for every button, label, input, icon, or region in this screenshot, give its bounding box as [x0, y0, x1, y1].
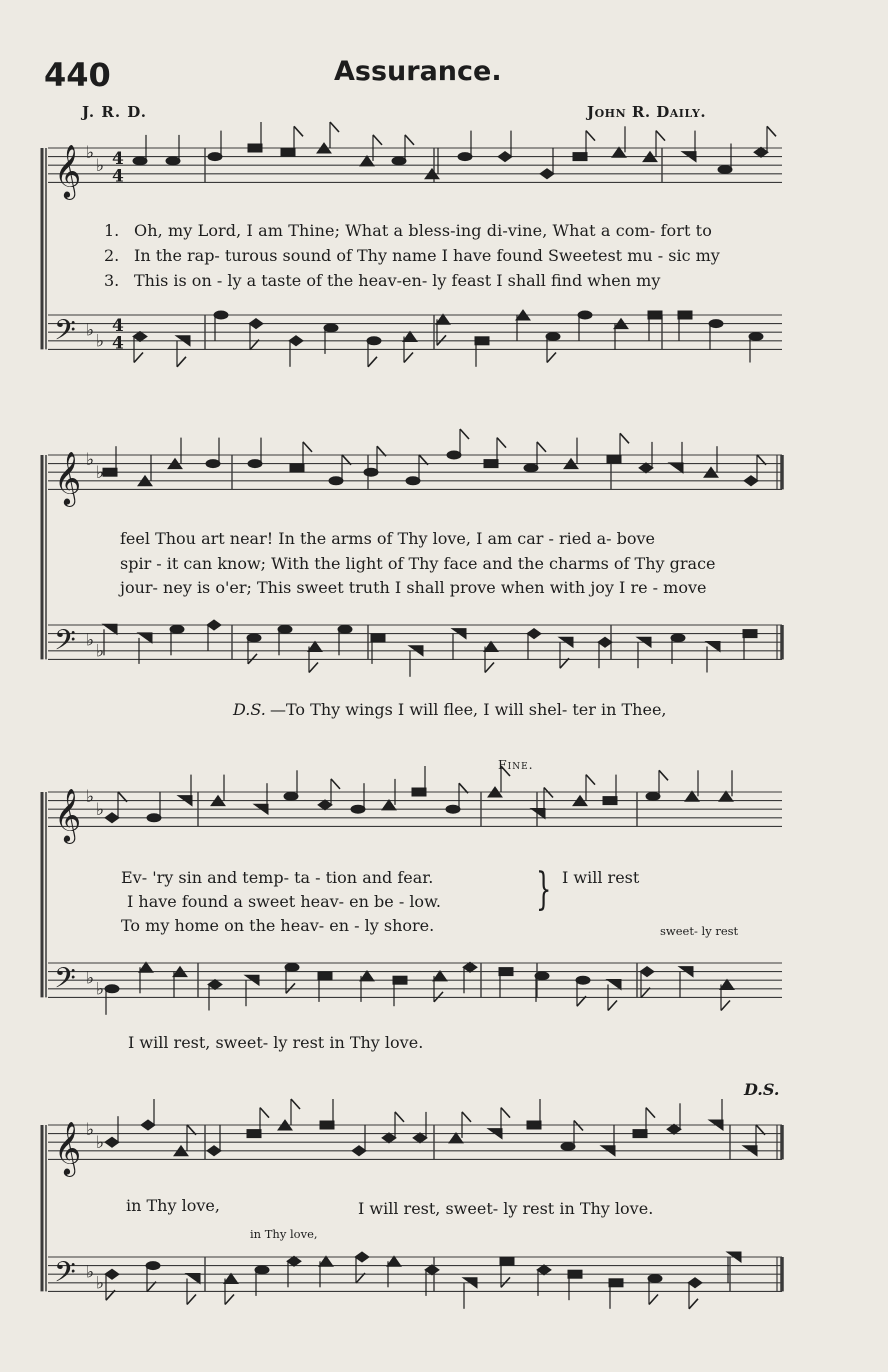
flat-icon: ♭: [86, 630, 95, 651]
note-head: [318, 972, 332, 980]
verse1-line1: Oh, my Lord, I am Thine; What a bless-ing di-vine, What a com- fort to: [134, 221, 712, 240]
note-head: [338, 625, 352, 633]
note-head: [458, 153, 472, 161]
note-flag: [608, 1001, 617, 1011]
flat-icon: ♭: [96, 1273, 105, 1294]
note-head: [406, 477, 420, 485]
time-signature-top: 4: [112, 316, 124, 337]
note-head: [324, 324, 338, 332]
note-flag: [501, 1108, 510, 1118]
note-head: [446, 805, 460, 813]
note-head: [709, 320, 723, 328]
verse2-line1: In the rap- turous sound of Thy name I have found Sweetest mu - sic my: [134, 246, 720, 265]
note-flag: [656, 131, 665, 141]
note-flag: [646, 1108, 655, 1118]
flat-icon: ♭: [96, 979, 105, 1000]
treble-clef-icon: 𝄞: [54, 450, 82, 505]
note-head: [744, 476, 758, 486]
note-head: [646, 792, 660, 800]
note-head: [568, 1270, 582, 1278]
bass-clef-icon: 𝄢: [54, 313, 76, 354]
note-flag: [462, 1112, 471, 1122]
note-head: [208, 980, 222, 990]
note-head: [433, 971, 447, 981]
verse-brace: }: [536, 864, 552, 915]
verse3-line1-number: 3.: [104, 271, 120, 290]
note-head: [484, 460, 498, 468]
note-head: [669, 463, 683, 473]
note-head: [537, 1265, 551, 1275]
note-head: [540, 169, 554, 179]
note-head: [214, 311, 228, 319]
note-head: [475, 337, 489, 345]
note-head: [639, 463, 653, 473]
ds-text: —To Thy wings I will flee, I will shel- ter in Thee,: [270, 700, 667, 719]
flat-icon: ♭: [86, 1262, 95, 1283]
ds-marking: D.S.: [744, 1080, 780, 1099]
treble-text-b: I will rest, sweet- ly rest in Thy love.: [358, 1199, 654, 1218]
note-head: [500, 1257, 514, 1265]
note-head: [139, 962, 153, 972]
credit-left: J. R. D.: [82, 103, 147, 121]
note-head: [609, 1279, 623, 1287]
note-head: [535, 972, 549, 980]
note-flag: [177, 357, 186, 367]
note-head: [319, 1256, 333, 1266]
note-flag: [586, 131, 595, 141]
time-signature-bottom: 4: [112, 333, 124, 354]
note-head: [685, 791, 699, 801]
note-head: [208, 153, 222, 161]
verse1-line2: feel Thou art near! In the arms of Thy love, I am car - ried a- bove: [120, 529, 655, 548]
note-flag: [649, 1295, 658, 1305]
note-head: [754, 147, 768, 157]
note-head: [382, 800, 396, 810]
note-head: [186, 1274, 200, 1284]
note-flag: [721, 1001, 730, 1011]
note-head: [719, 791, 733, 801]
flat-icon: ♭: [86, 143, 95, 164]
note-flag: [485, 663, 494, 673]
treble-clef-icon: 𝄞: [54, 1120, 82, 1175]
flat-icon: ♭: [86, 320, 95, 341]
fine-marking: Fine.: [498, 757, 534, 772]
note-head: [308, 642, 322, 652]
note-flag: [331, 779, 340, 789]
note-head: [290, 464, 304, 472]
note-head: [289, 336, 303, 346]
note-head: [447, 451, 461, 459]
note-head: [360, 971, 374, 981]
note-flag: [537, 442, 546, 452]
note-head: [671, 634, 685, 642]
note-head: [103, 468, 117, 476]
note-head: [393, 976, 407, 984]
note-head: [382, 1133, 396, 1143]
note-head: [546, 333, 560, 341]
verse2-line3: I have found a sweet heav- en be - low.: [127, 892, 441, 911]
flat-icon: ♭: [96, 800, 105, 821]
note-head: [206, 460, 220, 468]
note-head: [667, 1124, 681, 1134]
note-head: [633, 1130, 647, 1138]
note-flag: [294, 126, 303, 136]
verse1-line3: Ev- 'ry sin and temp- ta - tion and fear.: [121, 868, 434, 887]
note-flag: [659, 770, 668, 780]
note-head: [247, 634, 261, 642]
note-head: [578, 311, 592, 319]
note-flag: [368, 357, 377, 367]
note-head: [146, 1262, 160, 1270]
flat-icon: ♭: [86, 968, 95, 989]
note-head: [484, 642, 498, 652]
note-head: [207, 1146, 221, 1156]
note-head: [603, 797, 617, 805]
note-head: [412, 788, 426, 796]
note-flag: [689, 1299, 698, 1309]
note-head: [607, 980, 621, 990]
credit-right: John R. Daily.: [587, 103, 707, 121]
flat-icon: ♭: [96, 641, 105, 662]
page-number: 440: [44, 56, 111, 94]
verse3-line1: This is on - ly a taste of the heav-en- ly feast I shall find when my: [134, 271, 661, 290]
flat-icon: ♭: [86, 450, 95, 471]
flat-icon: ♭: [96, 156, 105, 177]
flat-icon: ♭: [86, 1120, 95, 1141]
note-head: [284, 792, 298, 800]
verse3-line3: To my home on the heav- en - ly shore.: [121, 916, 435, 935]
note-flag: [395, 1112, 404, 1122]
note-head: [207, 620, 221, 630]
note-flag: [291, 1099, 300, 1109]
note-head: [436, 314, 450, 324]
time-signature-top: 4: [112, 149, 124, 170]
note-flag: [460, 429, 469, 439]
chorus-text-main: I will rest: [562, 868, 640, 887]
note-flag: [330, 122, 339, 132]
note-head: [360, 156, 374, 166]
note-flag: [134, 353, 143, 363]
note-head: [743, 630, 757, 638]
note-head: [281, 148, 295, 156]
note-head: [105, 1137, 119, 1147]
note-head: [718, 166, 732, 174]
note-head: [499, 968, 513, 976]
note-head: [573, 153, 587, 161]
note-head: [720, 980, 734, 990]
note-head: [648, 1275, 662, 1283]
note-head: [527, 629, 541, 639]
note-head: [248, 460, 262, 468]
note-head: [105, 985, 119, 993]
flat-icon: ♭: [96, 463, 105, 484]
bass-clef-icon: 𝄢: [54, 1255, 76, 1296]
note-head: [403, 332, 417, 342]
note-flag: [373, 135, 382, 145]
note-head: [531, 809, 545, 819]
note-head: [449, 1133, 463, 1143]
note-head: [498, 152, 512, 162]
note-head: [138, 633, 152, 643]
note-head: [287, 1256, 301, 1266]
note-head: [355, 1252, 369, 1262]
note-head: [249, 319, 263, 329]
note-head: [425, 1265, 439, 1275]
note-head: [688, 1278, 702, 1288]
note-head: [576, 976, 590, 984]
note-head: [320, 1121, 334, 1129]
flat-icon: ♭: [96, 331, 105, 352]
verse1-line1-number: 1.: [104, 221, 120, 240]
note-flag: [547, 353, 556, 363]
note-head: [527, 1121, 541, 1129]
note-head: [285, 963, 299, 971]
note-head: [352, 1146, 366, 1156]
note-head: [598, 637, 612, 647]
note-flag: [187, 1295, 196, 1305]
note-head: [561, 1143, 575, 1151]
note-head: [105, 813, 119, 823]
note-head: [133, 157, 147, 165]
note-head: [607, 455, 621, 463]
note-head: [387, 1256, 401, 1266]
note-head: [392, 157, 406, 165]
note-flag: [405, 135, 414, 145]
flat-icon: ♭: [96, 1133, 105, 1154]
note-head: [371, 634, 385, 642]
note-head: [224, 1274, 238, 1284]
note-flag: [620, 433, 629, 443]
note-head: [248, 144, 262, 152]
note-head: [133, 332, 147, 342]
flat-icon: ♭: [86, 787, 95, 808]
note-head: [413, 1133, 427, 1143]
note-head: [255, 1266, 269, 1274]
note-head: [103, 624, 117, 634]
note-head: [463, 962, 477, 972]
time-signature-bottom: 4: [112, 166, 124, 187]
note-flag: [586, 775, 595, 785]
note-head: [318, 800, 332, 810]
note-flag: [303, 442, 312, 452]
note-head: [612, 147, 626, 157]
note-head: [147, 814, 161, 822]
treble-clef-icon: 𝄞: [54, 143, 82, 198]
alto-text: in Thy love,: [250, 1227, 318, 1241]
note-head: [648, 311, 662, 319]
verse2-line1-number: 2.: [104, 246, 120, 265]
treble-text-a: in Thy love,: [126, 1196, 220, 1215]
note-head: [524, 464, 538, 472]
note-head: [367, 337, 381, 345]
ds-label: D.S.: [233, 700, 266, 719]
note-head: [351, 805, 365, 813]
note-flag: [404, 353, 413, 363]
note-head: [678, 311, 692, 319]
note-flag: [225, 1295, 234, 1305]
hymn-title: Assurance.: [334, 56, 502, 87]
note-head: [364, 468, 378, 476]
treble-clef-icon: 𝄞: [54, 787, 82, 842]
note-flag: [767, 126, 776, 136]
bass-clef-icon: 𝄢: [54, 623, 76, 664]
chorus-text-alto: sweet- ly rest: [660, 924, 739, 938]
bass-clef-icon: 𝄢: [54, 961, 76, 1002]
note-head: [170, 625, 184, 633]
verse2-line2: spir - it can know; With the light of Thy face and the charms of Thy grace: [120, 554, 716, 573]
bass-text: I will rest, sweet- ly rest in Thy love.: [128, 1033, 424, 1052]
note-head: [706, 642, 720, 652]
note-head: [247, 1130, 261, 1138]
note-flag: [309, 663, 318, 673]
note-head: [105, 1269, 119, 1279]
note-head: [329, 477, 343, 485]
note-head: [640, 967, 654, 977]
verse3-line2: jour- ney is o'er; This sweet truth I shall prove when with joy I re - move: [120, 578, 707, 597]
note-flag: [497, 438, 506, 448]
note-head: [749, 333, 763, 341]
note-head: [166, 157, 180, 165]
note-flag: [260, 1108, 269, 1118]
note-head: [278, 625, 292, 633]
note-head: [141, 1120, 155, 1130]
